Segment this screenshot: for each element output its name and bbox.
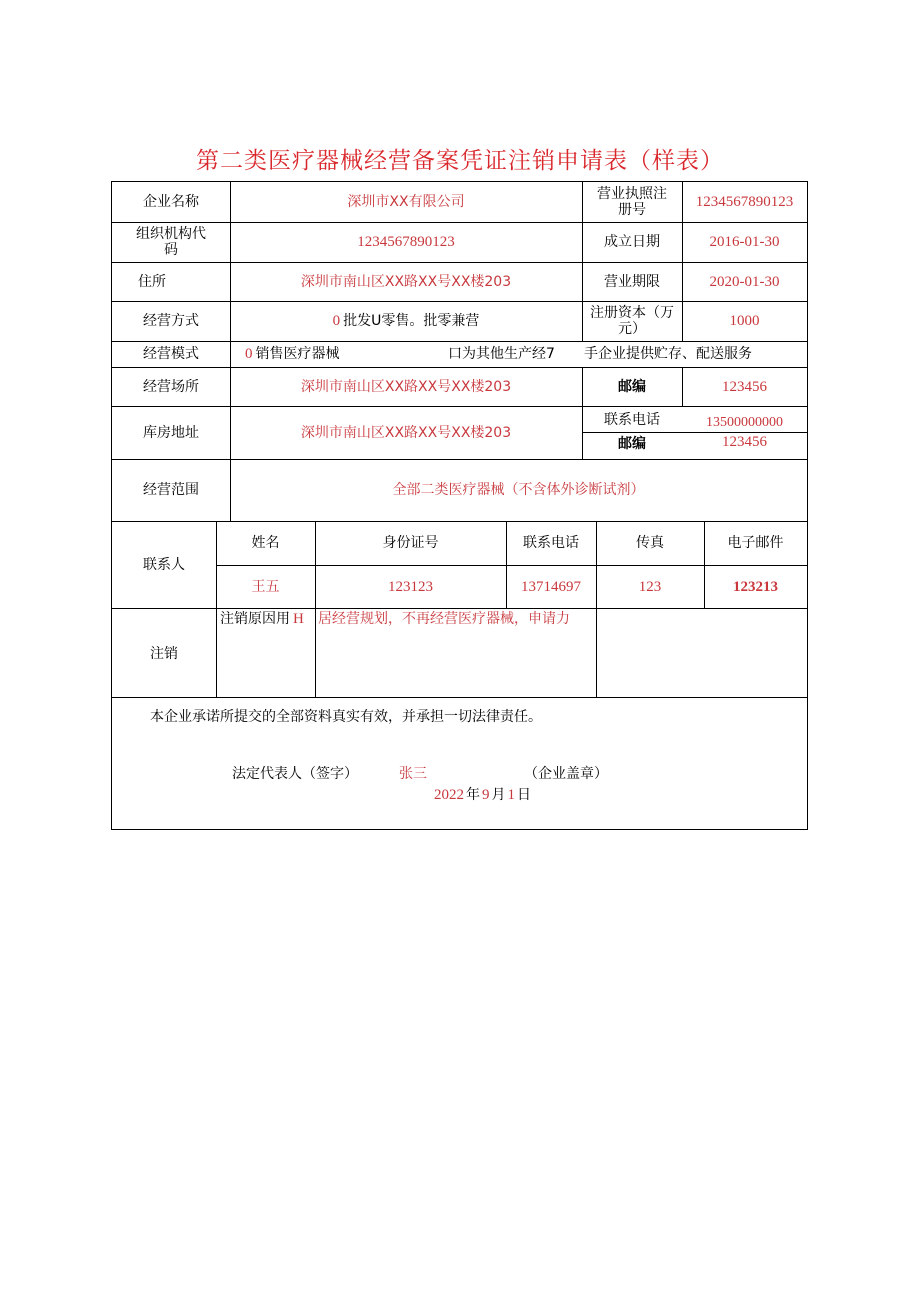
site-label: 经营场所 — [143, 378, 199, 395]
model-option-sales — [245, 341, 445, 367]
term-value: 2020-01-30 — [709, 273, 780, 290]
scope-label: 经营范围 — [143, 482, 199, 498]
contact-id-value: 123123 — [388, 578, 433, 595]
sign-date — [434, 784, 594, 806]
warehouse-phone-value: 13500000000 — [706, 415, 783, 430]
term-label: 营业期限 — [604, 273, 660, 290]
contact-label: 联系人 — [143, 556, 185, 573]
mode-options-text: 批发U零售。批零兼营 — [343, 313, 480, 329]
model-option-other-cont: 手企业提供贮存、配送服务 — [584, 346, 752, 362]
sign-date-year: 2022 — [434, 787, 464, 803]
capital-label: 注册资本（万元） — [590, 305, 674, 337]
contact-header-fax: 传真 — [636, 535, 664, 551]
contact-header-phone: 联系电话 — [523, 535, 579, 551]
cancel-label: 注销 — [150, 645, 178, 662]
mode-checkbox-mark: 0 — [332, 313, 341, 329]
declaration-statement: 本企业承诺所提交的全部资料真实有效，并承担一切法律责任。 — [150, 709, 542, 725]
company-name-value: 深圳市XX有限公司 — [347, 194, 465, 210]
model-label: 经营模式 — [143, 346, 199, 362]
sign-date-month-char: 月 — [491, 787, 506, 803]
site-value: 深圳市南山区XX路XX号XX楼203 — [300, 378, 512, 395]
form-title: 第二类医疗器械经营备案凭证注销申请表（样表） — [196, 148, 724, 174]
row-divider — [112, 697, 807, 698]
sign-date-day-char: 日 — [517, 787, 531, 803]
legal-rep-sign-label: 法定代表人（签字） — [232, 766, 358, 782]
sign-date-day: 1 — [507, 787, 515, 803]
cancel-reason-label — [220, 608, 315, 630]
org-code-label: 组织机构代码 — [136, 226, 206, 258]
contact-fax-value: 123 — [638, 578, 662, 595]
founded-value: 2016-01-30 — [709, 234, 780, 250]
mode-label: 经营方式 — [143, 313, 199, 329]
sign-date-year-char: 年 — [466, 787, 480, 803]
contact-phone-value: 13714697 — [521, 578, 581, 595]
cancel-reason-label-text: 注销原因用 — [220, 611, 290, 627]
company-name-label: 企业名称 — [143, 194, 199, 210]
founded-label: 成立日期 — [604, 234, 660, 250]
contact-email-value: 123213 — [733, 578, 778, 595]
warehouse-postcode-label: 邮编 — [618, 436, 646, 452]
scope-value: 全部二类医疗器械（不含体外诊断试剂） — [392, 482, 645, 498]
cancel-reason-value: 居经营规划，不再经营医疗器械，申请力 — [318, 611, 570, 627]
org-code-value: 1234567890123 — [357, 234, 455, 250]
license-no-value: 1234567890123 — [695, 194, 794, 210]
cancel-reason-mark: H — [293, 611, 304, 627]
warehouse-value: 深圳市南山区XX路XX号XX楼203 — [300, 424, 512, 441]
contact-header-id: 身份证号 — [382, 535, 439, 551]
mode-value — [230, 301, 582, 341]
legal-rep-signature: 张三 — [399, 766, 427, 782]
sign-date-month: 9 — [482, 787, 490, 803]
address-label: 住所 — [138, 273, 166, 290]
capital-value: 1000 — [729, 313, 760, 329]
company-seal-label: （企业盖章） — [524, 766, 608, 782]
model-option-sales-text: 销售医疗器械 — [255, 346, 340, 362]
contact-name-value: 王五 — [251, 578, 280, 595]
warehouse-postcode-value: 123456 — [722, 434, 767, 450]
contact-header-email: 电子邮件 — [727, 535, 784, 551]
warehouse-label: 库房地址 — [143, 424, 199, 441]
cancellation-form — [111, 181, 808, 830]
warehouse-phone-label: 联系电话 — [604, 412, 660, 428]
license-no-label: 营业执照注册号 — [597, 186, 667, 218]
site-postcode-value: 123456 — [722, 378, 767, 395]
contact-header-name: 姓名 — [251, 535, 280, 551]
model-checkbox-mark: 0 — [245, 346, 253, 362]
model-option-other: 口为其他生产经7 — [448, 346, 555, 362]
site-postcode-label: 邮编 — [618, 378, 646, 395]
address-value: 深圳市南山区XX路XX号XX楼203 — [300, 273, 512, 290]
